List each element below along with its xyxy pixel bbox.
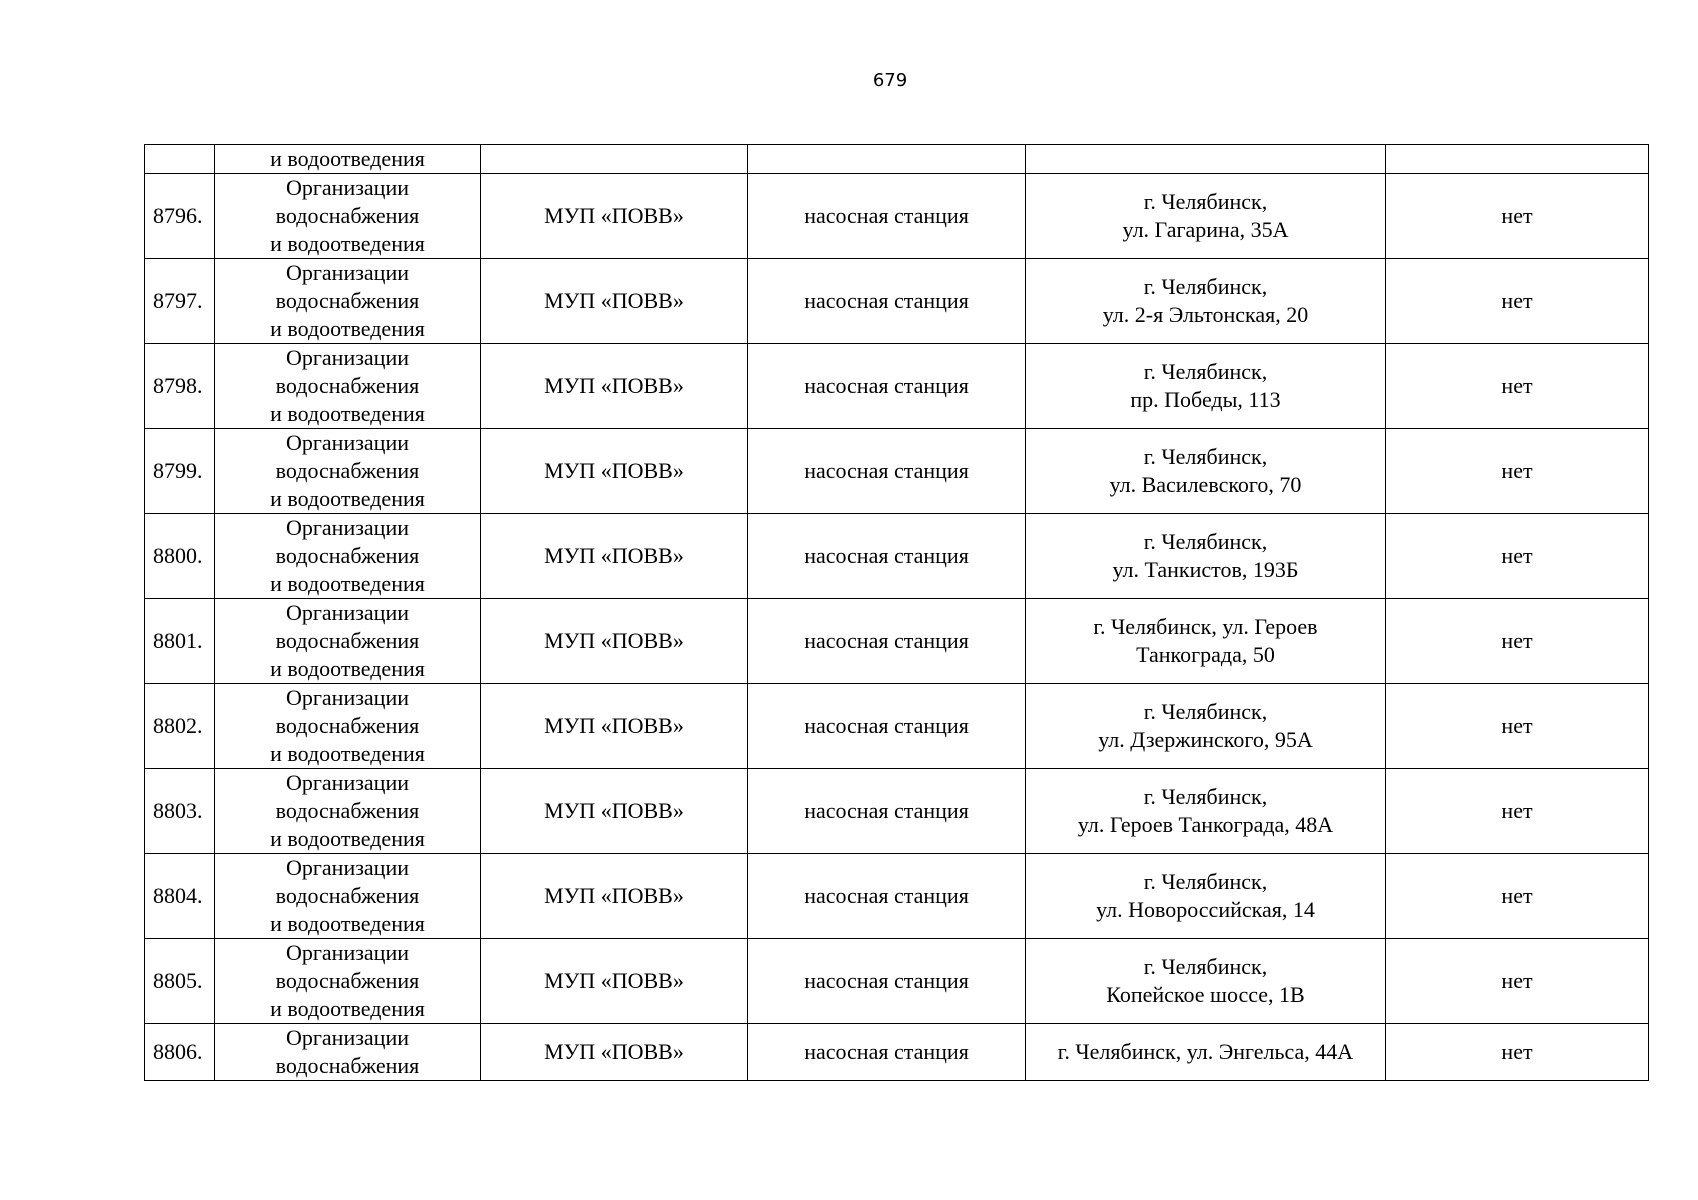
cell-kind xyxy=(215,939,481,1024)
cell-address xyxy=(1026,429,1386,514)
cell-kind xyxy=(215,599,481,684)
address-line: г. Челябинск, xyxy=(1143,189,1268,214)
address-line: ул. Танкистов, 193Б xyxy=(1112,557,1299,582)
cell-number xyxy=(145,145,215,174)
cell-address xyxy=(1026,145,1386,174)
address-line: ул. Героев Танкограда, 48А xyxy=(1077,812,1334,837)
cell-organization: МУП «ПОВВ» xyxy=(481,174,748,259)
address-line: ул. Новороссийская, 14 xyxy=(1096,897,1315,922)
kind-line: водоснабжения xyxy=(275,203,420,228)
cell-number: 8803. xyxy=(145,769,215,854)
cell-flag: нет xyxy=(1386,599,1649,684)
cell-address xyxy=(1026,939,1386,1024)
table-row xyxy=(145,769,1649,854)
cell-object: насосная станция xyxy=(748,1024,1026,1081)
cell-number: 8804. xyxy=(145,854,215,939)
table-row-continuation xyxy=(145,145,1649,174)
kind-line: Организации xyxy=(286,430,409,455)
kind-line: водоснабжения xyxy=(275,628,420,653)
cell-flag: нет xyxy=(1386,854,1649,939)
address-line: г. Челябинск, xyxy=(1143,784,1268,809)
cell-flag: нет xyxy=(1386,344,1649,429)
address-line: г. Челябинск, xyxy=(1143,444,1268,469)
cell-kind xyxy=(215,854,481,939)
kind-line: Организации xyxy=(286,175,409,200)
address-line: г. Челябинск, xyxy=(1143,699,1268,724)
cell-number: 8805. xyxy=(145,939,215,1024)
table-row xyxy=(145,259,1649,344)
cell-object: насосная станция xyxy=(748,599,1026,684)
cell-address xyxy=(1026,1024,1386,1081)
kind-line: водоснабжения xyxy=(275,373,420,398)
kind-line: водоснабжения xyxy=(275,543,420,568)
cell-kind xyxy=(215,145,481,174)
address-line: ул. Гагарина, 35А xyxy=(1122,217,1289,242)
kind-line: Организации xyxy=(286,940,409,965)
kind-line: Организации xyxy=(286,770,409,795)
cell-number: 8796. xyxy=(145,174,215,259)
cell-kind xyxy=(215,174,481,259)
address-line: г. Челябинск, xyxy=(1143,359,1268,384)
cell-object: насосная станция xyxy=(748,174,1026,259)
cell-organization: МУП «ПОВВ» xyxy=(481,599,748,684)
cell-kind xyxy=(215,769,481,854)
kind-line: водоснабжения xyxy=(275,458,420,483)
cell-number: 8806. xyxy=(145,1024,215,1081)
cell-number: 8797. xyxy=(145,259,215,344)
kind-line: и водоотведения xyxy=(270,656,425,681)
address-line: г. Челябинск, xyxy=(1143,529,1268,554)
cell-flag: нет xyxy=(1386,514,1649,599)
cell-organization xyxy=(481,145,748,174)
registry-table-body xyxy=(145,145,1649,1081)
cell-address xyxy=(1026,684,1386,769)
table-row xyxy=(145,684,1649,769)
kind-line: Организации xyxy=(286,1025,409,1050)
cell-object: насосная станция xyxy=(748,429,1026,514)
kind-line: водоснабжения xyxy=(275,713,420,738)
page-number: 679 xyxy=(872,70,908,91)
cell-number: 8800. xyxy=(145,514,215,599)
cell-object: насосная станция xyxy=(748,854,1026,939)
address-line: ул. Дзержинского, 95А xyxy=(1098,727,1313,752)
kind-line: Организации xyxy=(286,260,409,285)
cell-number: 8798. xyxy=(145,344,215,429)
cell-flag: нет xyxy=(1386,259,1649,344)
address-line: г. Челябинск, xyxy=(1143,869,1268,894)
kind-line: Организации xyxy=(286,600,409,625)
cell-object xyxy=(748,145,1026,174)
cell-flag xyxy=(1386,145,1649,174)
cell-kind xyxy=(215,429,481,514)
cell-address xyxy=(1026,259,1386,344)
cell-organization: МУП «ПОВВ» xyxy=(481,1024,748,1081)
cell-number: 8801. xyxy=(145,599,215,684)
kind-line: и водоотведения xyxy=(270,486,425,511)
kind-line: водоснабжения xyxy=(275,1053,420,1078)
cell-address xyxy=(1026,344,1386,429)
table-row xyxy=(145,854,1649,939)
cell-address xyxy=(1026,854,1386,939)
kind-line: водоснабжения xyxy=(275,798,420,823)
cell-flag: нет xyxy=(1386,174,1649,259)
cell-organization: МУП «ПОВВ» xyxy=(481,429,748,514)
cell-organization: МУП «ПОВВ» xyxy=(481,939,748,1024)
cell-organization: МУП «ПОВВ» xyxy=(481,259,748,344)
cell-kind xyxy=(215,1024,481,1081)
kind-line: и водоотведения xyxy=(270,826,425,851)
cell-flag: нет xyxy=(1386,1024,1649,1081)
cell-number: 8802. xyxy=(145,684,215,769)
cell-address xyxy=(1026,174,1386,259)
cell-object: насосная станция xyxy=(748,514,1026,599)
address-line: г. Челябинск, ул. Энгельса, 44А xyxy=(1057,1039,1354,1064)
cell-flag: нет xyxy=(1386,939,1649,1024)
address-line: Копейское шоссе, 1В xyxy=(1106,982,1305,1007)
address-line: г. Челябинск, xyxy=(1143,274,1268,299)
kind-line: и водоотведения xyxy=(270,741,425,766)
kind-line: и водоотведения xyxy=(270,401,425,426)
kind-line: и водоотведения xyxy=(270,146,425,171)
kind-line: и водоотведения xyxy=(270,911,425,936)
cell-flag: нет xyxy=(1386,429,1649,514)
cell-object: насосная станция xyxy=(748,939,1026,1024)
cell-number: 8799. xyxy=(145,429,215,514)
cell-object: насосная станция xyxy=(748,259,1026,344)
cell-flag: нет xyxy=(1386,684,1649,769)
cell-address xyxy=(1026,599,1386,684)
address-line: г. Челябинск, xyxy=(1143,954,1268,979)
cell-organization: МУП «ПОВВ» xyxy=(481,514,748,599)
kind-line: Организации xyxy=(286,345,409,370)
cell-object: насосная станция xyxy=(748,769,1026,854)
registry-table xyxy=(144,144,1649,1081)
cell-flag: нет xyxy=(1386,769,1649,854)
table-row xyxy=(145,174,1649,259)
kind-line: и водоотведения xyxy=(270,571,425,596)
cell-organization: МУП «ПОВВ» xyxy=(481,769,748,854)
cell-organization: МУП «ПОВВ» xyxy=(481,684,748,769)
table-row xyxy=(145,344,1649,429)
cell-kind xyxy=(215,344,481,429)
table-row xyxy=(145,514,1649,599)
table-row xyxy=(145,429,1649,514)
kind-line: Организации xyxy=(286,515,409,540)
kind-line: и водоотведения xyxy=(270,316,425,341)
cell-address xyxy=(1026,769,1386,854)
kind-line: Организации xyxy=(286,855,409,880)
table-row xyxy=(145,599,1649,684)
address-line: г. Челябинск, ул. Героев xyxy=(1093,614,1318,639)
kind-line: и водоотведения xyxy=(270,996,425,1021)
cell-organization: МУП «ПОВВ» xyxy=(481,344,748,429)
cell-address xyxy=(1026,514,1386,599)
cell-organization: МУП «ПОВВ» xyxy=(481,854,748,939)
cell-kind xyxy=(215,259,481,344)
cell-object: насосная станция xyxy=(748,684,1026,769)
table-row xyxy=(145,939,1649,1024)
kind-line: водоснабжения xyxy=(275,968,420,993)
kind-line: водоснабжения xyxy=(275,288,420,313)
kind-line: и водоотведения xyxy=(270,231,425,256)
address-line: ул. Василевского, 70 xyxy=(1109,472,1302,497)
cell-kind xyxy=(215,684,481,769)
kind-line: Организации xyxy=(286,685,409,710)
address-line: Танкограда, 50 xyxy=(1136,642,1275,667)
cell-object: насосная станция xyxy=(748,344,1026,429)
kind-line: водоснабжения xyxy=(275,883,420,908)
table-row xyxy=(145,1024,1649,1081)
address-line: ул. 2-я Эльтонская, 20 xyxy=(1102,302,1309,327)
address-line: пр. Победы, 113 xyxy=(1130,387,1281,412)
cell-kind xyxy=(215,514,481,599)
